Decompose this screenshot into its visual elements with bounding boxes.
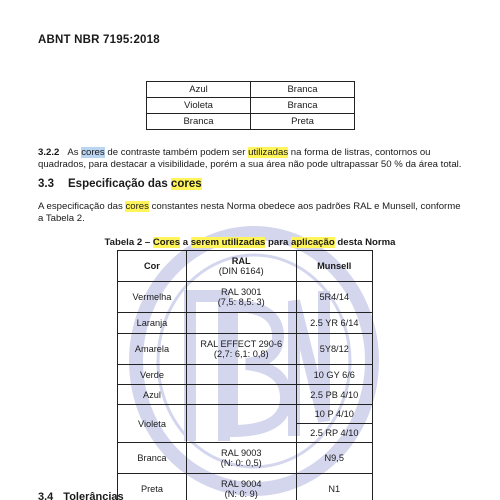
cell-cor: Laranja xyxy=(118,313,187,334)
cell-cor: Branca xyxy=(118,443,187,474)
text: A especificação das xyxy=(38,201,126,212)
cell-ral xyxy=(186,334,296,365)
table-cell: Violeta xyxy=(147,98,251,114)
clause-number: 3.2.2 xyxy=(38,147,60,158)
text: Tabela 2 – xyxy=(104,237,153,248)
cell-ral xyxy=(186,282,296,313)
highlight-cores: Cores xyxy=(152,237,181,248)
section-title: Especificação das xyxy=(68,178,171,190)
cell-ral xyxy=(186,474,296,500)
section-number: 3.4 xyxy=(38,491,54,500)
cell-munsell: 2.5 PB 4/10 xyxy=(296,385,372,405)
table-header-row xyxy=(118,251,373,282)
cell-ral xyxy=(186,313,296,334)
text: na forma de listras, contornos ou quadrados, para destacar a visibilidade, porém a sua área não pode ultrapassar 50 % da área total. xyxy=(38,147,462,170)
highlight-utilizadas: utilizadas xyxy=(248,147,289,158)
cell-munsell: 2.5 RP 4/10 xyxy=(296,424,372,443)
highlight-serem-utilizadas: serem utilizadas xyxy=(190,237,266,248)
ral-code: RAL 9004 xyxy=(220,479,262,489)
table-2-caption xyxy=(0,237,500,248)
table-row xyxy=(118,405,373,424)
cell-cor: Verde xyxy=(118,365,187,385)
cell-ral xyxy=(186,443,296,474)
table-row xyxy=(147,82,355,98)
text: de contraste também podem ser xyxy=(104,147,249,158)
table-row xyxy=(118,474,373,500)
ral-code: RAL 3001 xyxy=(220,287,262,297)
cell-munsell: N9,5 xyxy=(296,443,372,474)
cell-munsell: 5R4/14 xyxy=(296,282,372,313)
cell-munsell: 5Y8/12 xyxy=(296,334,372,365)
table-row xyxy=(118,313,373,334)
table-row xyxy=(118,334,373,365)
column-header-ral xyxy=(186,251,296,282)
paragraph-3-2-2 xyxy=(38,147,462,170)
cell-cor: Violeta xyxy=(118,405,187,443)
ral-values: (7,5: 8,5: 3) xyxy=(217,297,265,307)
text: a xyxy=(180,237,191,248)
table-row xyxy=(147,114,355,130)
cell-cor: Preta xyxy=(118,474,187,500)
ral-values: (2,7: 6,1: 0,8) xyxy=(213,349,269,359)
header-text: RAL xyxy=(231,256,251,266)
cell-cor: Vermelha xyxy=(118,282,187,313)
section-number: 3.3 xyxy=(38,178,54,190)
ral-values: (N: 0: 0,5) xyxy=(220,458,262,468)
cell-munsell: N1 xyxy=(296,474,372,500)
highlight-cores: cores xyxy=(125,201,149,212)
table-row xyxy=(147,98,355,114)
table-row xyxy=(118,282,373,313)
column-header-munsell: Munsell xyxy=(296,251,372,282)
table-cell: Preta xyxy=(251,114,355,130)
section-title: Tolerâncias xyxy=(63,491,124,500)
cell-cor: Azul xyxy=(118,385,187,405)
text: As xyxy=(67,147,82,158)
text: constantes nesta Norma obedece aos padrões RAL e Munsell, conforme a Tabela 2. xyxy=(38,201,461,224)
section-heading-3-4 xyxy=(38,491,124,500)
ral-code: RAL EFFECT 290-6 xyxy=(200,339,283,349)
highlight-cores: cores xyxy=(81,147,105,158)
cell-munsell: 2.5 YR 6/14 xyxy=(296,313,372,334)
cell-ral xyxy=(186,365,296,385)
text: para xyxy=(265,237,291,248)
table-cell: Branca xyxy=(251,98,355,114)
highlight-cores: cores xyxy=(170,178,202,190)
paragraph-3-3 xyxy=(38,201,462,224)
ral-values: (N: 0: 9) xyxy=(224,489,258,499)
cell-cor: Amarela xyxy=(118,334,187,365)
header-subtext: (DIN 6164) xyxy=(218,266,264,276)
table-cell: Branca xyxy=(147,114,251,130)
cell-munsell: 10 P 4/10 xyxy=(296,405,372,424)
table-cell: Azul xyxy=(147,82,251,98)
table-row xyxy=(118,443,373,474)
section-heading-3-3 xyxy=(38,178,202,190)
table-row xyxy=(118,365,373,385)
column-header-cor: Cor xyxy=(118,251,187,282)
table-row xyxy=(118,385,373,405)
text: desta Norma xyxy=(334,237,396,248)
cell-ral xyxy=(186,405,296,443)
table-cell: Branca xyxy=(251,82,355,98)
colors-table xyxy=(117,250,373,500)
highlight-aplicacao: aplicação xyxy=(290,237,335,248)
cell-ral xyxy=(186,385,296,405)
cell-munsell: 10 GY 6/6 xyxy=(296,365,372,385)
standard-header: ABNT NBR 7195:2018 xyxy=(38,34,160,46)
ral-code: RAL 9003 xyxy=(220,448,262,458)
contrast-table xyxy=(146,81,355,130)
